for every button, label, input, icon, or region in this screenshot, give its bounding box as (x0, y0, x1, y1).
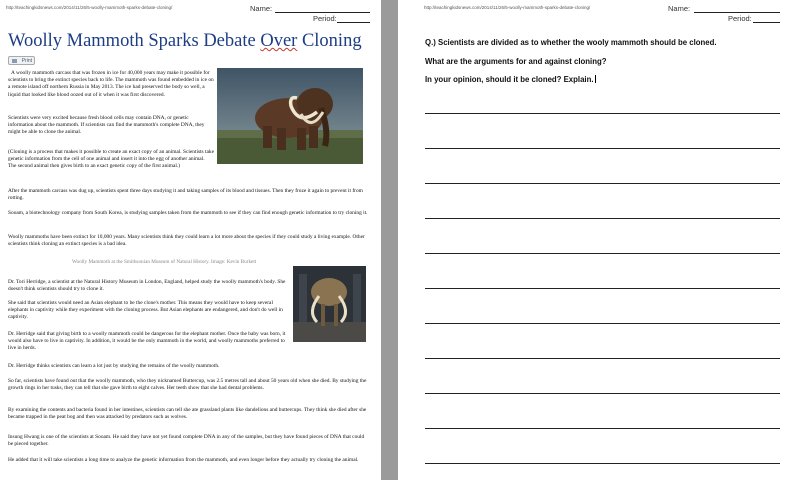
paragraph-9: Dr. Herridge said that giving birth to a woolly mammoth could be dangerous for the elephant mother. Once the baby was born, it would also have to live in captivity. In addition, it would be the only mammoth in the world, and woolly mammoths preferred to live in herds. (8, 331, 286, 352)
name-line[interactable] (694, 12, 780, 13)
period-label: Period: (728, 14, 752, 23)
printer-icon (12, 59, 17, 63)
paragraph-14: He added that it will take scientists a long time to analyze the genetic information from the mammoth, and even longer before they actually try cloning the animal. (8, 457, 359, 463)
answer-line[interactable] (425, 218, 780, 219)
paragraph-2: Scientists were very excited because fresh blood cells may contain DNA, or genetic information about the mammoth. If scientists can find the mammoth's complete DNA, they might be able to clone the animal. (8, 115, 205, 136)
paragraph-4: After the mammoth carcass was dug up, scientists spent three days studying it and taking samples of its blood and tissues. Then they froze it again to prevent it from rotting. (8, 188, 363, 202)
name-label: Name: (250, 4, 273, 13)
period-line[interactable] (753, 22, 780, 23)
answer-line[interactable] (425, 358, 780, 359)
period-label: Period: (313, 14, 337, 23)
name-label: Name: (668, 4, 691, 13)
period-line[interactable] (337, 22, 370, 23)
answer-line[interactable] (425, 253, 780, 254)
paragraph-12: By examining the contents and bacteria found in her intestines, scientists can tell she ate grassland plants like dandelions and buttercups. They think she died after she became trapped in the peat bog and then was attacked by predators such as wolves. (8, 407, 367, 421)
print-label: Print (21, 58, 32, 64)
mammoth-skeleton-photo (293, 266, 366, 342)
title-flagged-word: Over (260, 31, 298, 51)
source-url: http://teachingkidsnews.com/2014/11/26/5-woolly-mammoth-sparks-debate-cloning/ (6, 5, 173, 10)
photo-caption: Woolly Mammoth at the Smithsonian Museum of Natural History. Image: Kevin Burkett (72, 259, 257, 265)
question-3 (425, 75, 596, 84)
paragraph-5: Sooam, a biotechnology company from South Korea, is studying samples taken from the mammoth to see if they can find enough genetic information to try cloning it. (8, 210, 368, 216)
paragraph-11: So far, scientists have found out that the woolly mammoth, who they nicknamed Buttercup, was 2.5 metres tall and about 50 years old when she died. By studying the growth rings in her tusks, they can tell that she gave birth to eight calves. Her teeth show that she had dental problems. (8, 378, 367, 392)
answer-line[interactable] (425, 393, 780, 394)
paragraph-6: Woolly mammoths have been extinct for 10,000 years. Many scientists think they could learn a lot more about the species if they could study a living example. Other scientists think cloning an extinct species is a bad idea. (8, 234, 365, 248)
title-text-1: Woolly Mammoth Sparks Debate (8, 31, 261, 51)
print-button[interactable] (8, 56, 35, 65)
right-page (398, 0, 788, 480)
question-2: What are the arguments for and against cloning? (425, 57, 607, 66)
mammoth-photo (217, 68, 363, 164)
paragraph-13: Insung Hwang is one of the scientists at Sooam. He said they have not yet found complete DNA in any of the samples, but they have found pieces of DNA that could be pieced together. (8, 434, 365, 448)
answer-line[interactable] (425, 148, 780, 149)
text-cursor (595, 75, 596, 83)
answer-line[interactable] (425, 463, 780, 464)
title-text-2: Cloning (297, 31, 362, 51)
paragraph-1: A woolly mammoth carcass that was frozen in ice for 40,000 years may make it possible for scientists to bring the extinct species back to life. The mammoth was found embedded in ice on a remote island off northern Russia in May 2013. The ice had preserved the body so well, a liquid that looked like blood oozed out of it when it was first discovered. (8, 70, 214, 98)
paragraph-8: She said that scientists would need an Asian elephant to be the clone's mother. This means they would have to keep several elephants in captivity while they experiment with the cloning process. But Asian elephants are endangered, and don't do well in captivity. (8, 300, 283, 321)
left-page (0, 0, 381, 480)
paragraph-10: Dr. Herridge thinks scientists can learn a lot just by studying the remains of the woolly mammoth. (8, 363, 220, 369)
paragraph-7: Dr. Tori Herridge, a scientist at the Natural History Museum in London, England, helped study the woolly mammoth's body. She doesn't think scientists should try to clone it. (8, 279, 286, 293)
answer-line[interactable] (425, 288, 780, 289)
question-3-text: In your opinion, should it be cloned? Explain. (425, 75, 594, 84)
paragraph-3: (Cloning is a process that makes it possible to create an exact copy of an animal. Scientists take genetic information from the cell of one animal and insert it into the egg of another animal. The second animal then gives birth to an exact genetic copy of the first animal.) (8, 149, 214, 170)
name-line[interactable] (275, 12, 370, 13)
article-title (8, 31, 362, 52)
answer-line[interactable] (425, 113, 780, 114)
source-url: http://teachingkidsnews.com/2014/11/26/5-woolly-mammoth-sparks-debate-cloning/ (424, 5, 591, 10)
question-1: Q.) Scientists are divided as to whether the wooly mammoth should be cloned. (425, 38, 717, 47)
answer-line[interactable] (425, 323, 780, 324)
answer-line[interactable] (425, 428, 780, 429)
answer-line[interactable] (425, 183, 780, 184)
